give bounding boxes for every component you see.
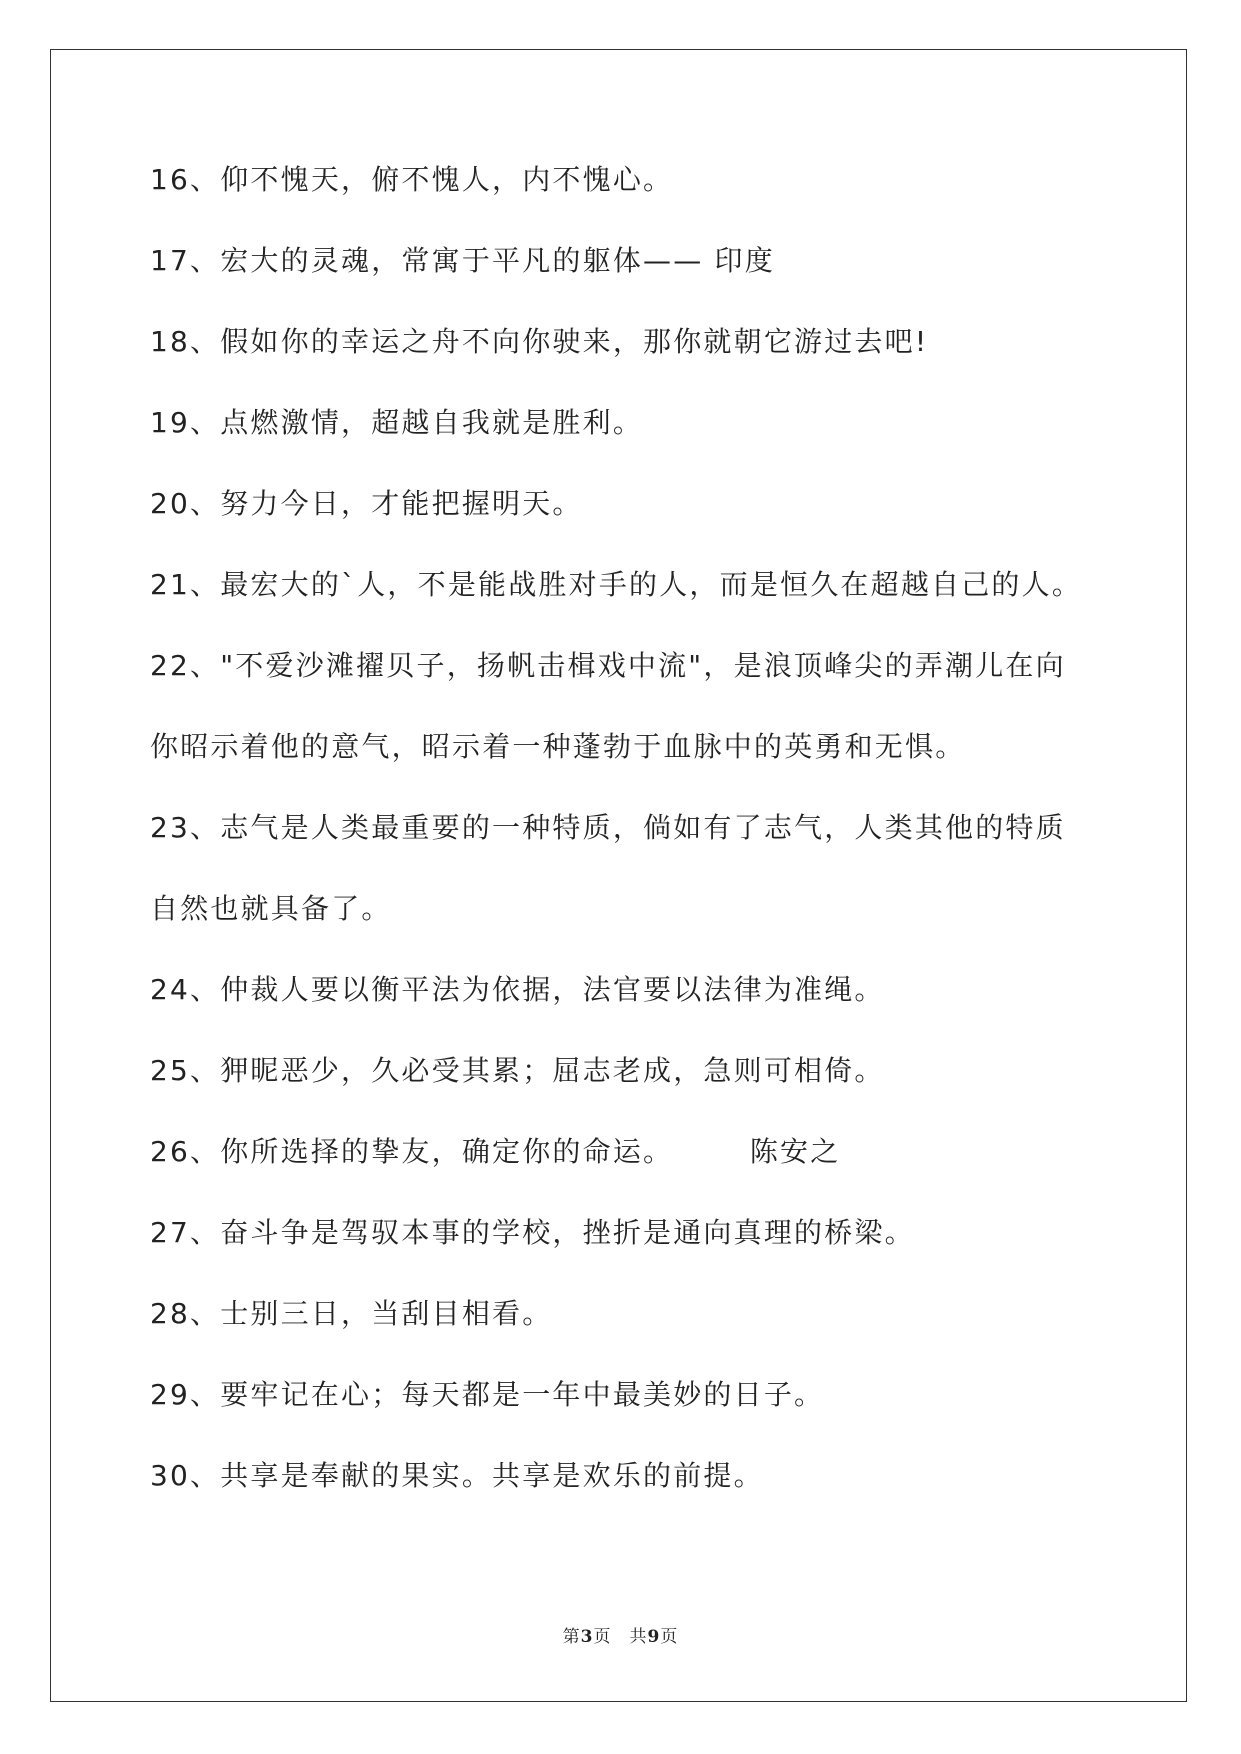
text-line: 30、共享是奉献的果实。共享是欢乐的前提。: [150, 1459, 764, 1492]
page-footer: [0, 1622, 1241, 1647]
text-line: 28、士别三日，当刮目相看。: [150, 1297, 553, 1330]
text-line: 16、仰不愧天，俯不愧人，内不愧心。: [150, 163, 674, 196]
text-line: 25、狎昵恶少，久必受其累；屈志老成，急则可相倚。: [150, 1054, 885, 1087]
text-line: 24、仲裁人要以衡平法为依据，法官要以法律为准绳。: [150, 973, 885, 1006]
text-line: 自然也就具备了。: [150, 892, 392, 925]
total-page-number: 9: [647, 1627, 661, 1647]
page-border: [50, 49, 1187, 1702]
text-line: 26、你所选择的挚友，确定你的命运。 陈安之: [150, 1135, 841, 1168]
text-line: 17、宏大的灵魂，常寓于平凡的躯体—— 印度: [150, 244, 775, 277]
text-line: 18、假如你的幸运之舟不向你驶来，那你就朝它游过去吧!: [150, 325, 929, 358]
text-line: 29、要牢记在心；每天都是一年中最美妙的日子。: [150, 1378, 825, 1411]
current-page-number: 3: [580, 1627, 594, 1647]
text-line: 20、努力今日，才能把握明天。: [150, 487, 583, 520]
page-prefix: 第: [562, 1627, 581, 1647]
total-prefix: 共: [629, 1627, 648, 1647]
page-suffix: 页: [593, 1627, 612, 1647]
total-suffix: 页: [660, 1627, 679, 1647]
text-line: 21、最宏大的`人，不是能战胜对手的人，而是恒久在超越自己的人。: [150, 568, 1083, 601]
text-line: 27、奋斗争是驾驭本事的学校，挫折是通向真理的桥梁。: [150, 1216, 915, 1249]
text-line: 23、志气是人类最重要的一种特质，倘如有了志气，人类其他的特质: [150, 811, 1066, 844]
text-line: 22、"不爱沙滩擢贝子，扬帆击楫戏中流"，是浪顶峰尖的弄潮儿在向: [150, 649, 1066, 682]
text-line: 19、点燃激情，超越自我就是胜利。: [150, 406, 644, 439]
text-line: 你昭示着他的意气，昭示着一种蓬勃于血脉中的英勇和无惧。: [150, 730, 966, 763]
